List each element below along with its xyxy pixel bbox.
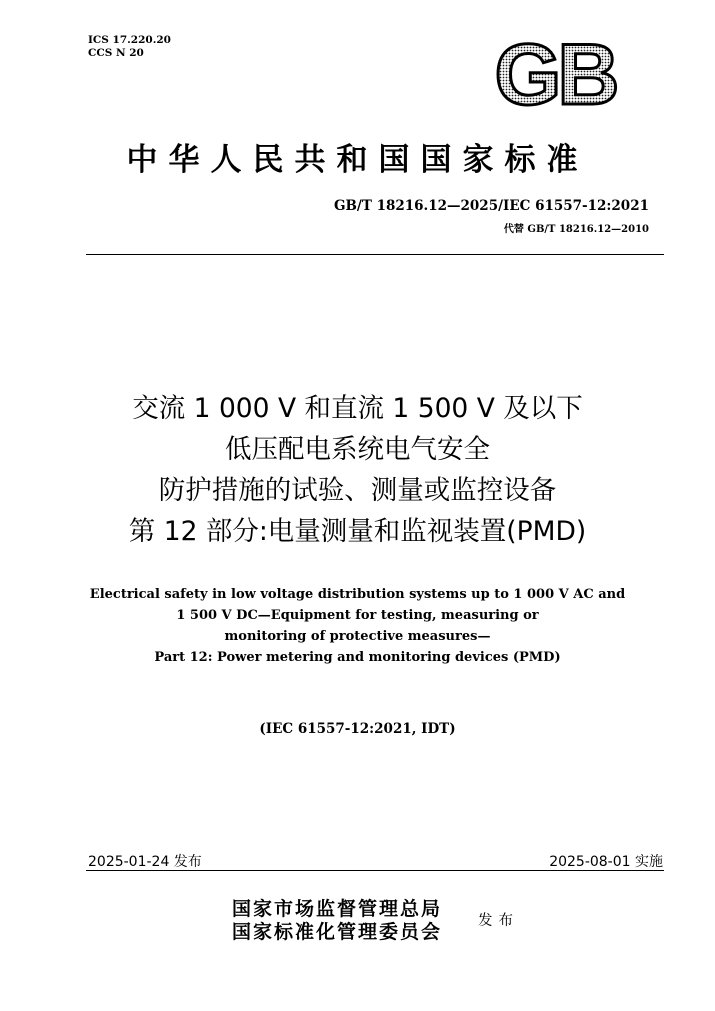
ics-code: ICS 17.220.20 <box>88 34 171 46</box>
english-title-line: 1 500 V DC—Equipment for testing, measuring or <box>176 608 539 623</box>
issue-label: 发布 <box>478 913 519 929</box>
classification-codes <box>88 34 171 60</box>
standard-number: GB/T 18216.12—2025/IEC 61557-12:2021 <box>333 198 649 214</box>
english-title-line: Part 12: Power metering and monitoring devices (PMD) <box>154 650 561 665</box>
gb-logo <box>484 40 626 110</box>
effective-date: 2025-08-01 实施 <box>549 854 663 870</box>
chinese-title-line: 防护措施的试验、测量或监控设备 <box>158 475 557 506</box>
replaces-note: 代替 GB/T 18216.12—2010 <box>503 224 649 235</box>
issuer-name: 国家标准化管理委员会 <box>232 921 443 943</box>
chinese-title-line: 第 12 部分:电量测量和监视装置(PMD) <box>128 516 587 547</box>
english-title-line: monitoring of protective measures— <box>224 629 491 644</box>
chinese-title-line: 低压配电系统电气安全 <box>225 434 490 465</box>
issuing-authorities <box>232 898 442 944</box>
issuer-name: 国家市场监督管理总局 <box>232 898 443 920</box>
gb-logo-text: GB <box>494 40 616 110</box>
chinese-title-line: 交流 1 000 V 和直流 1 500 V 及以下 <box>132 393 583 424</box>
top-divider <box>86 254 664 255</box>
national-standard-heading: 中华人民共和国国家标准 <box>126 142 589 178</box>
english-title-line: Electrical safety in low voltage distribution systems up to 1 000 V AC and <box>89 587 626 602</box>
english-title <box>0 584 715 668</box>
gb-logo-graphic <box>484 40 626 110</box>
ccs-code: CCS N 20 <box>88 47 144 59</box>
publish-date: 2025-01-24 发布 <box>88 854 202 870</box>
chinese-title <box>0 388 715 552</box>
bottom-divider <box>86 870 664 871</box>
identical-note: (IEC 61557-12:2021, IDT) <box>259 721 456 737</box>
